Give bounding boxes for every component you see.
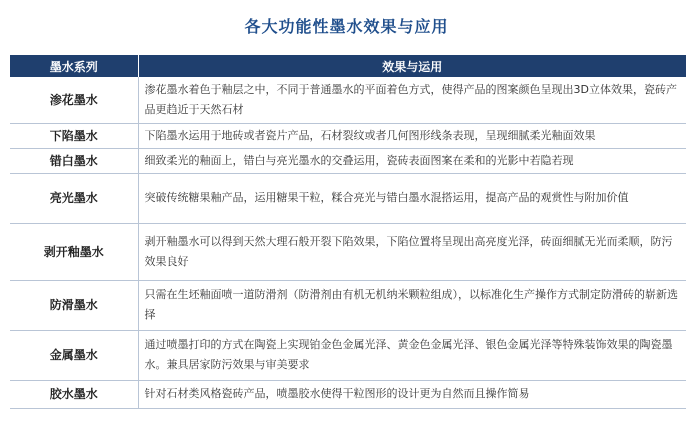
table-row <box>10 77 686 123</box>
ink-series-name: 下陷墨水 <box>10 123 138 148</box>
ink-effect-text: 下陷墨水运用于地砖或者瓷片产品，石材裂纹或者几何图形线条表现，呈现细腻柔光釉面效果 <box>138 123 686 148</box>
ink-effects-table <box>10 55 686 409</box>
ink-effect-text: 细致柔光的釉面上，错白与亮光墨水的交叠运用，瓷砖表面图案在柔和的光影中若隐若现 <box>138 148 686 173</box>
ink-effect-text: 突破传统糖果釉产品，运用糖果干粒，糅合亮光与错白墨水混搭运用，提高产品的观赏性与附加价值 <box>138 173 686 223</box>
table-row <box>10 223 686 280</box>
ink-series-name: 金属墨水 <box>10 330 138 380</box>
ink-effect-text: 渗花墨水着色于釉层之中，不同于普通墨水的平面着色方式，使得产品的图案颜色呈现出3D立体效果，瓷砖产品更趋近于天然石材 <box>138 77 686 123</box>
ink-effect-text: 通过喷墨打印的方式在陶瓷上实现铂金色金属光泽、黄金色金属光泽、银色金属光泽等特殊装饰效果的陶瓷墨水。兼具居家防污效果与审美要求 <box>138 330 686 380</box>
table-row <box>10 380 686 408</box>
table-row <box>10 280 686 330</box>
ink-series-name: 胶水墨水 <box>10 380 138 408</box>
table-row <box>10 123 686 148</box>
ink-series-name: 亮光墨水 <box>10 173 138 223</box>
table-row <box>10 330 686 380</box>
header-effect-usage: 效果与运用 <box>138 55 686 77</box>
ink-effect-text: 只需在生坯釉面喷一道防滑剂（防滑剂由有机无机纳米颗粒组成），以标准化生产操作方式制定防滑砖的崭新选择 <box>138 280 686 330</box>
table-row <box>10 148 686 173</box>
ink-effect-text: 针对石材类风格瓷砖产品，喷墨胶水使得干粒图形的设计更为自然而且操作简易 <box>138 380 686 408</box>
page-title: 各大功能性墨水效果与应用 <box>244 17 449 36</box>
ink-series-name: 错白墨水 <box>10 148 138 173</box>
header-ink-series: 墨水系列 <box>10 55 138 77</box>
ink-series-name: 剥开釉墨水 <box>10 223 138 280</box>
ink-effect-text: 剥开釉墨水可以得到天然大理石般开裂下陷效果，下陷位置将呈现出高亮度光泽，砖面细腻无光而柔顺，防污效果良好 <box>138 223 686 280</box>
ink-series-name: 渗花墨水 <box>10 77 138 123</box>
table-row <box>10 173 686 223</box>
ink-series-name: 防滑墨水 <box>10 280 138 330</box>
table-header-row <box>10 55 686 77</box>
